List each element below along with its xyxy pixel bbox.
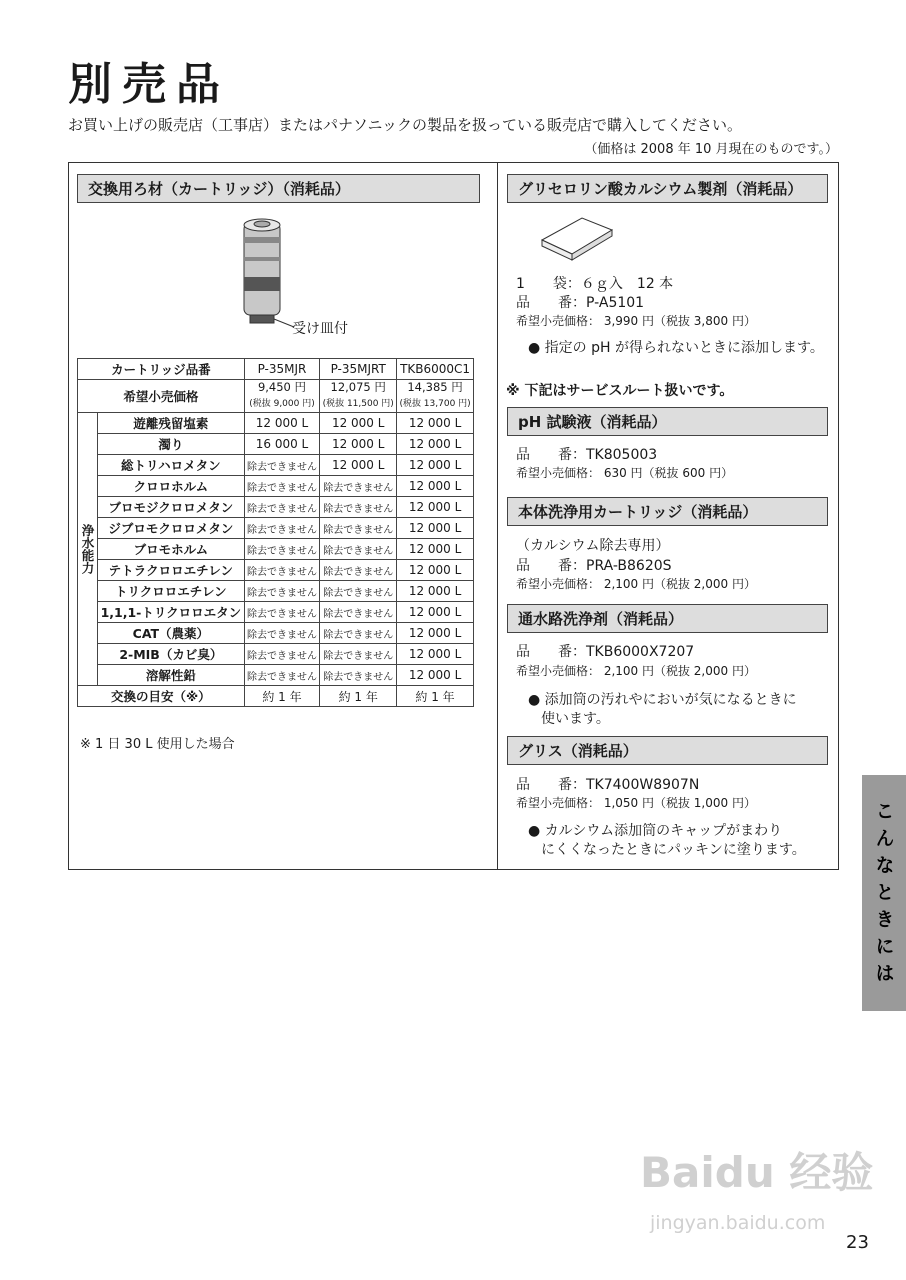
row-value: 12 000 L [397, 539, 474, 560]
s4-bullet-1: ● 添加筒の汚れやにおいが気になるときに [528, 692, 797, 708]
model-3: TKB6000C1 [397, 359, 474, 380]
s2-part: 品 番：TK805003 [516, 447, 658, 463]
s1-quantity: 1 袋：６ｇ入 12 本 [516, 276, 674, 292]
s5-part: 品 番：TK7400W8907N [516, 777, 700, 793]
s5-price: 希望小売価格： 1,050 円（税抜 1,000 円） [516, 796, 756, 810]
watermark-logo: Baidu 经验 [640, 1148, 874, 1197]
body-cleaning-heading: 本体洗浄用カートリッジ（消耗品） [507, 497, 828, 526]
row-value: 12 000 L [244, 413, 320, 434]
page-number: 23 [846, 1232, 869, 1253]
row-label: 溶解性鉛 [98, 665, 245, 686]
row-value: 除去できません [244, 518, 320, 539]
row-value: 除去できません [244, 581, 320, 602]
ph-test-heading: pH 試験液（消耗品） [507, 407, 828, 436]
row-value: 12 000 L [397, 413, 474, 434]
packet-image [538, 212, 618, 262]
footnote: ※ 1 日 30 L 使用した場合 [80, 737, 235, 752]
tray-label: 受け皿付 [292, 321, 348, 337]
row-value: 除去できません [320, 644, 397, 665]
row-value: 除去できません [320, 497, 397, 518]
water-path-heading: 通水路洗浄剤（消耗品） [507, 604, 828, 633]
row-label: ブロモジクロロメタン [98, 497, 245, 518]
row-label: ジブロモクロロメタン [98, 518, 245, 539]
column-divider [497, 162, 498, 870]
s5-bullet-2: にくくなったときにパッキンに塗ります。 [541, 842, 806, 858]
grease-heading: グリス（消耗品） [507, 736, 828, 765]
cartridge-heading: 交換用ろ材（カートリッジ）（消耗品） [77, 174, 480, 203]
table-row [78, 602, 474, 623]
row-value: 除去できません [244, 644, 320, 665]
side-tab-label: こんなときには [872, 801, 895, 990]
row-value: 除去できません [244, 665, 320, 686]
row-value: 除去できません [320, 518, 397, 539]
row-value: 除去できません [320, 539, 397, 560]
row-value: 除去できません [244, 623, 320, 644]
row-value: 除去できません [244, 455, 320, 476]
exchange-label: 交換の目安（※） [78, 686, 245, 707]
s3-sub: （カルシウム除去専用） [516, 538, 670, 554]
row-label: トリクロロエチレン [98, 581, 245, 602]
row-label: クロロホルム [98, 476, 245, 497]
price-note: （価格は 2008 年 10 月現在のものです。） [584, 142, 838, 157]
table-row [78, 644, 474, 665]
row-value: 12 000 L [397, 518, 474, 539]
row-value: 12 000 L [397, 665, 474, 686]
row-value: 除去できません [320, 476, 397, 497]
row-label: 総トリハロメタン [98, 455, 245, 476]
row-value: 12 000 L [397, 623, 474, 644]
row-label: ブロモホルム [98, 539, 245, 560]
service-note: ※ 下記はサービスルート扱いです。 [506, 383, 734, 399]
row-value: 除去できません [320, 560, 397, 581]
spec-table [77, 358, 474, 707]
s1-part: 品 番：P-A5101 [516, 295, 645, 311]
row-value: 除去できません [244, 497, 320, 518]
exchange-3: 約 1 年 [397, 686, 474, 707]
s4-bullet-2: 使います。 [541, 711, 610, 727]
row-value: 16 000 L [244, 434, 320, 455]
price-2: 12,075 円 (税抜 11,500 円) [320, 380, 397, 413]
row-label: 1,1,1-トリクロロエタン [98, 602, 245, 623]
table-row [78, 413, 474, 434]
row-value: 12 000 L [397, 476, 474, 497]
glycerophosphate-heading: グリセロリン酸カルシウム製剤（消耗品） [507, 174, 828, 203]
row-label: テトラクロロエチレン [98, 560, 245, 581]
table-row [78, 665, 474, 686]
table-row [78, 434, 474, 455]
row-value: 12 000 L [397, 434, 474, 455]
header-label: カートリッジ品番 [78, 359, 245, 380]
intro-text: お買い上げの販売店（工事店）またはパナソニックの製品を扱っている販売店で購入してください。 [68, 116, 742, 134]
page-title: 別売品 [68, 59, 230, 110]
row-value: 12 000 L [320, 455, 397, 476]
s1-bullet: ● 指定の pH が得られないときに添加します。 [528, 340, 824, 356]
table-row [78, 497, 474, 518]
table-row [78, 455, 474, 476]
row-value: 12 000 L [320, 413, 397, 434]
s5-bullet-1: ● カルシウム添加筒のキャップがまわり [528, 823, 783, 839]
exchange-2: 約 1 年 [320, 686, 397, 707]
table-row [78, 518, 474, 539]
row-value: 除去できません [244, 539, 320, 560]
row-value: 12 000 L [397, 581, 474, 602]
row-value: 除去できません [244, 476, 320, 497]
row-label: 2-MIB（カビ臭） [98, 644, 245, 665]
price-label: 希望小売価格 [78, 380, 245, 413]
row-value: 12 000 L [397, 644, 474, 665]
row-value: 12 000 L [397, 497, 474, 518]
table-row [78, 623, 474, 644]
price-3: 14,385 円 (税抜 13,700 円) [397, 380, 474, 413]
table-row [78, 476, 474, 497]
price-1: 9,450 円 (税抜 9,000 円) [244, 380, 320, 413]
exchange-1: 約 1 年 [244, 686, 320, 707]
s3-part: 品 番：PRA-B8620S [516, 558, 672, 574]
s3-price: 希望小売価格： 2,100 円（税抜 2,000 円） [516, 577, 756, 591]
row-value: 12 000 L [320, 434, 397, 455]
s4-price: 希望小売価格： 2,100 円（税抜 2,000 円） [516, 664, 756, 678]
row-value: 除去できません [320, 581, 397, 602]
row-value: 除去できません [244, 602, 320, 623]
row-label: 濁り [98, 434, 245, 455]
row-value: 12 000 L [397, 560, 474, 581]
cartridge-image [230, 215, 310, 333]
table-row [78, 539, 474, 560]
s1-price: 希望小売価格： 3,990 円（税抜 3,800 円） [516, 314, 756, 328]
row-label: 遊離残留塩素 [98, 413, 245, 434]
capability-label: 浄水能力 [78, 413, 98, 686]
s2-price: 希望小売価格： 630 円（税抜 600 円） [516, 466, 734, 480]
s4-part: 品 番：TKB6000X7207 [516, 644, 695, 660]
table-row [78, 581, 474, 602]
table-row [78, 560, 474, 581]
row-value: 除去できません [320, 665, 397, 686]
row-value: 12 000 L [397, 455, 474, 476]
side-index-tab[interactable] [862, 775, 906, 1011]
model-2: P-35MJRT [320, 359, 397, 380]
row-label: CAT（農薬） [98, 623, 245, 644]
row-value: 12 000 L [397, 602, 474, 623]
model-1: P-35MJR [244, 359, 320, 380]
watermark-url: jingyan.baidu.com [650, 1212, 826, 1234]
row-value: 除去できません [244, 560, 320, 581]
row-value: 除去できません [320, 623, 397, 644]
row-value: 除去できません [320, 602, 397, 623]
